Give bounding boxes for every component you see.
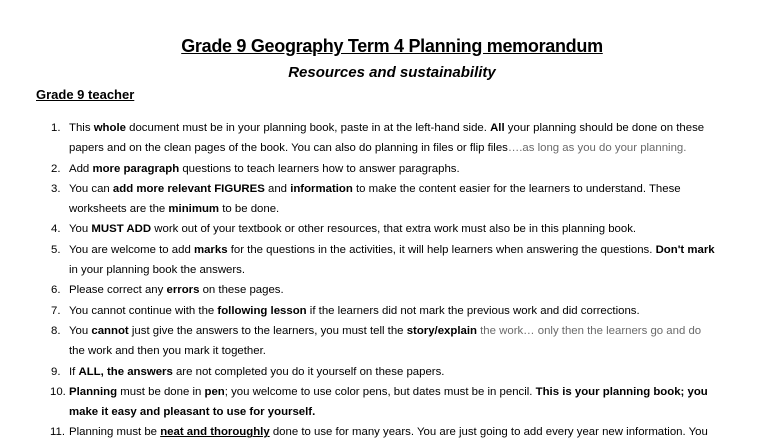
text-run: to be done. <box>219 203 280 216</box>
text-run: story/explain <box>406 324 477 337</box>
text-run: to make the content easier for the learners to understand. These <box>352 182 681 195</box>
text-run: the work and then you mark it together. <box>69 345 266 358</box>
text-run: neat and thoroughly <box>160 426 270 439</box>
text-run: This <box>69 122 94 134</box>
section-heading: Grade 9 teacher <box>36 87 135 102</box>
text-run: questions to teach learners how to answer paragraphs. <box>179 162 460 175</box>
text-run: on these pages. <box>199 284 284 297</box>
list-item-line <box>69 422 752 442</box>
text-run: information <box>290 182 353 195</box>
list-item-number: 9. <box>51 365 61 378</box>
text-run: You <box>69 324 92 337</box>
text-run: whole <box>93 122 126 134</box>
text-run: ALL, the answers <box>78 365 173 378</box>
list-item <box>36 240 752 281</box>
list-item-line <box>69 321 752 341</box>
list-item-number: 2. <box>51 162 61 175</box>
text-run: must be done in <box>117 385 205 398</box>
text-run: pen <box>204 385 225 398</box>
list-item-number: 10. <box>50 385 66 398</box>
document-title: Grade 9 Geography Term 4 Planning memorandum <box>181 36 603 56</box>
list-item <box>36 382 752 423</box>
list-item-number: 4. <box>51 223 61 236</box>
text-run: make it easy and pleasant to use for yourself. <box>69 406 316 419</box>
text-run: errors <box>166 284 200 297</box>
text-run: This is your planning book; you <box>535 385 708 398</box>
list-item-number: 11. <box>50 426 65 439</box>
text-run: your planning should be done on these <box>504 122 705 134</box>
list-item <box>36 280 752 300</box>
list-item-line <box>69 260 752 280</box>
text-run: done to use for many years. You are just going to add every year new information. You <box>269 426 708 439</box>
text-run: in your planning book the answers. <box>69 264 246 277</box>
text-run: If <box>69 365 79 378</box>
list-item <box>36 422 752 442</box>
text-run: ; you welcome to use color pens, but dates must be in pencil. <box>224 385 536 398</box>
text-run: more paragraph <box>92 162 180 175</box>
list-item-line <box>69 159 752 179</box>
list-item-line <box>69 240 752 260</box>
text-run: worksheets are the <box>69 203 169 216</box>
list-item-line <box>69 179 752 199</box>
text-run: marks <box>193 243 228 256</box>
list-item <box>36 179 752 220</box>
text-run: if the learners did not mark the previous work and did corrections. <box>306 304 640 317</box>
list-item-line <box>69 199 752 219</box>
text-run: just give the answers to the learners, you must tell the <box>128 324 407 337</box>
list-item-line <box>69 118 752 138</box>
text-run: and <box>264 182 291 195</box>
list-item-number: 6. <box>51 284 61 297</box>
list-item-line <box>69 362 752 382</box>
text-run: MUST ADD <box>91 223 152 236</box>
text-run: are not completed you do it yourself on these papers. <box>172 365 445 378</box>
list-item <box>36 118 752 159</box>
text-run: You <box>69 223 92 236</box>
list-item <box>36 159 752 179</box>
list-item-number: 1. <box>51 122 61 134</box>
text-run: add more relevant FIGURES <box>112 182 265 195</box>
list-item-number: 7. <box>51 304 61 317</box>
text-run: for the questions in the activities, it will help learners when answering the questions. <box>227 243 656 256</box>
list-item <box>36 219 752 239</box>
list-item-line <box>69 402 752 422</box>
list-item-line <box>69 341 752 361</box>
text-run: document must be in your planning book, paste in at the left-hand side. <box>125 122 491 134</box>
list-item-line <box>69 219 752 239</box>
text-run: All <box>490 122 505 134</box>
text-run: ….as long as you do your planning. <box>507 142 687 155</box>
instruction-list <box>36 118 752 443</box>
list-item <box>36 362 752 382</box>
list-item-line <box>69 382 752 402</box>
list-item-line <box>69 301 752 321</box>
text-run: papers and on the clean pages of the book. You can also do planning in files or flip files <box>69 142 508 155</box>
list-item-number: 3. <box>51 182 61 195</box>
text-run: You are welcome to add <box>69 243 194 256</box>
text-run: minimum <box>168 203 220 216</box>
list-item-line <box>69 138 752 158</box>
document-subtitle: Resources and sustainability <box>288 64 496 81</box>
list-item-number: 5. <box>51 243 61 256</box>
text-run: Planning <box>69 385 118 398</box>
text-run: the work… only then the learners go and do <box>476 324 702 337</box>
text-run: You can <box>69 182 113 195</box>
text-run: Don't mark <box>655 243 715 256</box>
text-run: following lesson <box>217 304 307 317</box>
list-item-number: 8. <box>51 324 61 337</box>
text-run: Please correct any <box>69 284 167 297</box>
list-item <box>36 321 752 362</box>
text-run: Add <box>69 162 93 175</box>
text-run: cannot <box>91 324 129 337</box>
list-item <box>36 301 752 321</box>
text-run: work out of your textbook or other resources, that extra work must also be in this planning book. <box>151 223 637 236</box>
text-run: Planning must be <box>69 426 161 439</box>
list-item-line <box>69 280 752 300</box>
text-run: You cannot continue with the <box>69 304 218 317</box>
